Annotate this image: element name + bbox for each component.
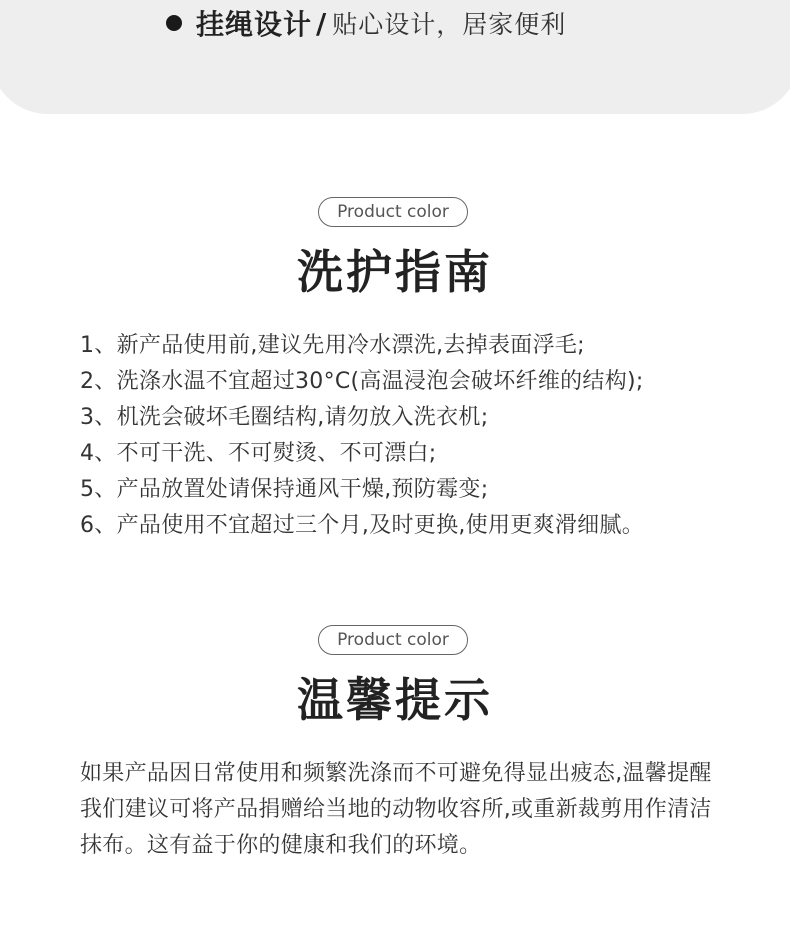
feature-slash: /: [316, 6, 327, 40]
care-item-3: 3、机洗会破坏毛圈结构,请勿放入洗衣机;: [80, 405, 489, 430]
feature-title: 挂绳设计: [196, 8, 313, 41]
tips-paragraph: 如果产品因日常使用和频繁洗涤而不可避免得显出疲态,温馨提醒我们建议可将产品捐赠给当地的动物收容所,或重新裁剪用作清洁抹布。这有益于你的健康和我们的环境。: [80, 761, 712, 858]
care-item-4: 4、不可干洗、不可熨烫、不可漂白;: [80, 441, 437, 466]
care-item-1: 1、新产品使用前,建议先用冷水漂洗,去掉表面浮毛;: [80, 333, 585, 358]
tips-section-heading: 温馨提示: [297, 673, 493, 727]
bullet-dot-icon: [166, 15, 182, 31]
care-item-2: 2、洗涤水温不宜超过30°C(高温浸泡会破坏纤维的结构);: [80, 369, 644, 394]
care-section-tag: Product color: [318, 197, 468, 227]
feature-description: 贴心设计，居家便利: [332, 10, 567, 39]
care-item-6: 6、产品使用不宜超过三个月,及时更换,使用更爽滑细腻。: [80, 513, 645, 538]
tips-section-tag: Product color: [318, 625, 468, 655]
care-section-heading: 洗护指南: [297, 245, 493, 299]
care-item-5: 5、产品放置处请保持通风干燥,预防霉变;: [80, 477, 489, 502]
feature-line: [166, 4, 566, 42]
care-instructions-list: [80, 328, 644, 544]
